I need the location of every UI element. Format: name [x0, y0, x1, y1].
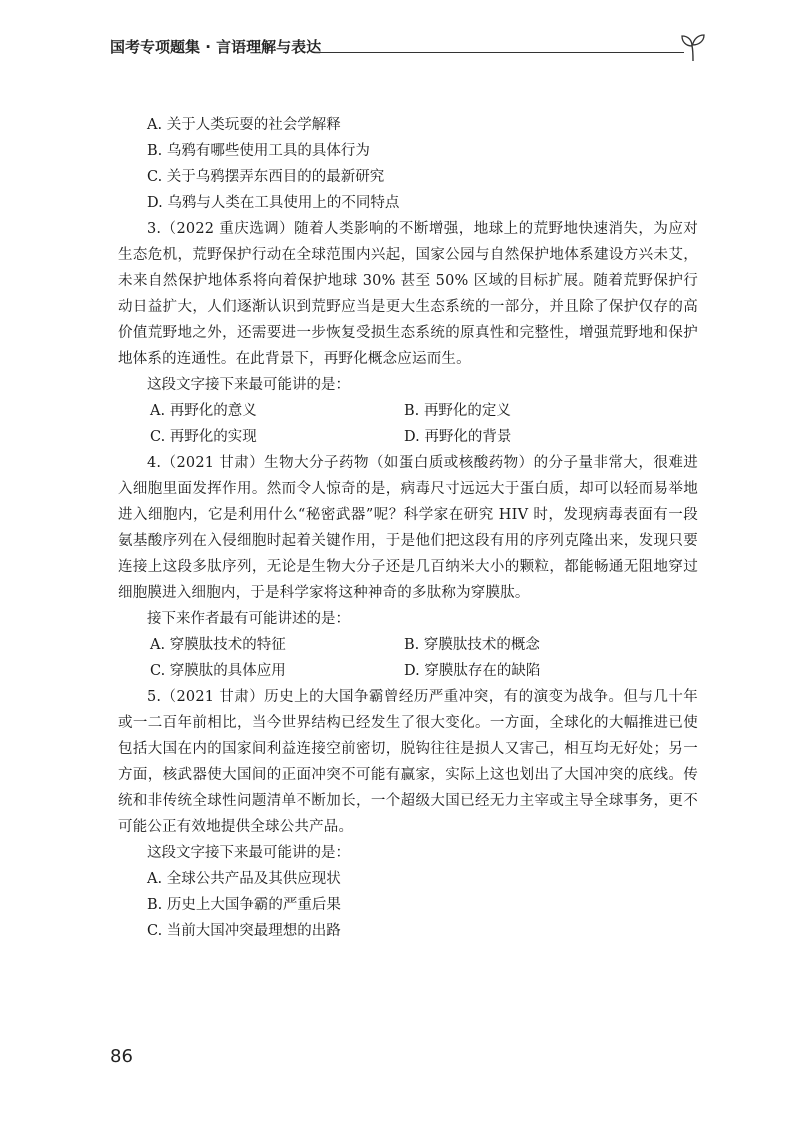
- q5-option-c: C. 当前大国冲突最理想的出路: [147, 923, 341, 939]
- q4-stem: 4.（2021 甘肃）生物大分子药物（如蛋白质或核酸药物）的分子量非常大，很难进入细胞里面发挥作用。然而令人惊奇的是，病毒尺寸远远大于蛋白质，却可以轻而易举地进入细胞内，它是利用什么“秘密武器”呢？科学家在研究 HIV 时，发现病毒表面有一段氨基酸序列在入侵细胞时起着关键作用，于是他们把这段有用的序列克隆出来，发现只要连接上这段多肽序列，无论是生物大分子还是几百纳米大小的颗粒，都能畅通无阻地穿过细胞膜进入细胞内，于是科学家将这种神奇的多肽称为穿膜肽。: [118, 455, 698, 601]
- q4-options-row-1: [118, 632, 698, 658]
- question-3: [118, 216, 698, 450]
- q2-option-d: D. 乌鸦与人类在工具使用上的不同特点: [147, 195, 400, 211]
- q5-option-b: B. 历史上大国争霸的严重后果: [147, 897, 341, 913]
- question-4: [118, 450, 698, 684]
- question-5: [118, 684, 698, 944]
- q3-question: 这段文字接下来最可能讲的是：: [147, 377, 350, 393]
- page-number: 86: [110, 1046, 133, 1067]
- q5-option-a: A. 全球公共产品及其供应现状: [147, 871, 341, 887]
- question-2-options: [118, 112, 698, 216]
- header-rule: [315, 52, 684, 53]
- q3-option-b: B. 再野化的定义: [404, 403, 511, 419]
- q3-options-row-2: [118, 424, 698, 450]
- q4-option-c: C. 穿膜肽的具体应用: [150, 663, 286, 679]
- page-header: [110, 32, 706, 66]
- q4-option-b: B. 穿膜肽技术的概念: [404, 637, 540, 653]
- q2-option-c: C. 关于乌鸦摆弄东西目的的最新研究: [147, 169, 385, 185]
- q3-option-d: D. 再野化的背景: [404, 429, 512, 445]
- q5-stem: 5.（2021 甘肃）历史上的大国争霸曾经历严重冲突，有的演变为战争。但与几十年或一二百年前相比，当今世界结构已经发生了很大变化。一方面，全球化的大幅推进已使包括大国在内的国家间利益连接空前密切，脱钩往往是损人又害己，相互均无好处；另一方面，核武器使大国间的正面冲突不可能有赢家，实际上这也划出了大国冲突的底线。传统和非传统全球性问题清单不断加长，一个超级大国已经无力主宰或主导全球事务，更不可能公正有效地提供全球公共产品。: [118, 689, 698, 835]
- q4-option-d: D. 穿膜肽存在的缺陷: [404, 663, 541, 679]
- header-title: 国考专项题集 · 言语理解与表达: [110, 38, 322, 56]
- q4-option-a: A. 穿膜肽技术的特征: [150, 637, 286, 653]
- q3-option-a: A. 再野化的意义: [150, 403, 257, 419]
- q3-option-c: C. 再野化的实现: [150, 429, 257, 445]
- q3-stem: 3.（2022 重庆选调）随着人类影响的不断增强，地球上的荒野地快速消失，为应对生态危机，荒野保护行动在全球范围内兴起，国家公园与自然保护地体系建设方兴未艾，未来自然保护地体系将向着保护地球 30% 甚至 50% 区域的目标扩展。随着荒野保护行动日益扩大，人们逐渐认识到荒野应当是更大生态系统的一部分，并且除了保护仅存的高价值荒野地之外，还需要进一步恢复受损生态系统的原真性和完整性，增强荒野地和保护地体系的连通性。在此背景下，再野化概念应运而生。: [118, 221, 698, 367]
- q2-option-a: A. 关于人类玩耍的社会学解释: [147, 117, 341, 133]
- q4-question: 接下来作者最有可能讲述的是：: [147, 611, 350, 627]
- q4-options-row-2: [118, 658, 698, 684]
- q2-option-b: B. 乌鸦有哪些使用工具的具体行为: [147, 143, 370, 159]
- sprout-icon: [680, 32, 706, 62]
- q5-question: 这段文字接下来最可能讲的是：: [147, 845, 350, 861]
- page-content: [118, 112, 698, 944]
- q3-options-row-1: [118, 398, 698, 424]
